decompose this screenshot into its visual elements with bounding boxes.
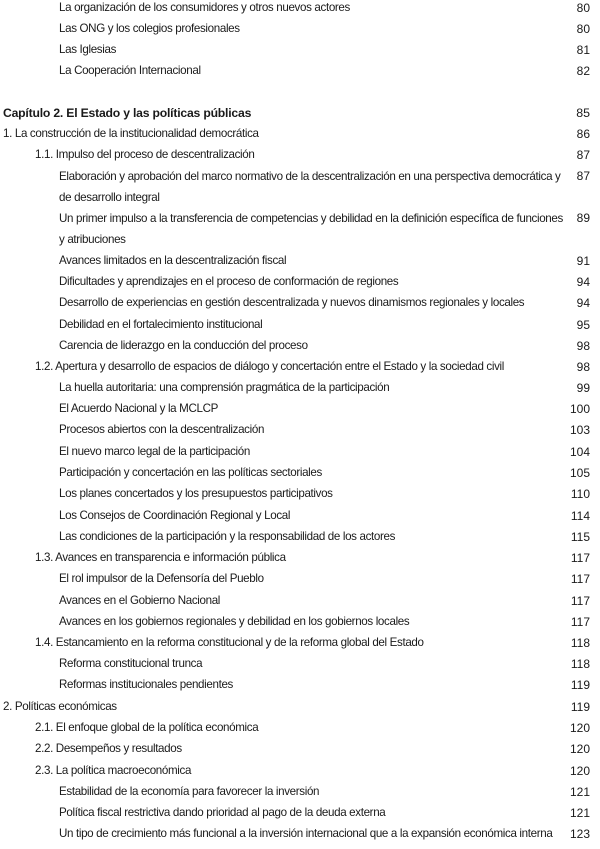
toc-entry-page: 99 <box>576 381 590 395</box>
toc-entry-page: 91 <box>576 254 590 268</box>
toc-entry-page: 114 <box>570 509 590 523</box>
toc-entry-text: 1.2. Apertura y desarrollo de espacios de diálogo y concertación entre el Estado y la sociedad civil <box>35 360 504 373</box>
toc-entry-text: Reformas institucionales pendientes <box>59 678 233 691</box>
toc-entry-text: 2. Políticas económicas <box>3 700 117 713</box>
toc-entry-text: Dificultades y aprendizajes en el proceso de conformación de regiones <box>59 275 399 288</box>
toc-entry-text: El nuevo marco legal de la participación <box>59 445 250 458</box>
toc-entry-text: 1. La construcción de la institucionalidad democrática <box>3 127 259 140</box>
toc-entry-text: 1.1. Impulso del proceso de descentralización <box>35 148 255 161</box>
toc-entry-page: 105 <box>569 466 590 480</box>
toc-entry-page: 98 <box>576 360 590 374</box>
toc-entry-text: 2.3. La política macroeconómica <box>35 764 192 777</box>
toc-entry-text: 1.3. Avances en transparencia e información pública <box>35 551 286 564</box>
toc-entry-page: 115 <box>570 530 590 544</box>
toc-entry-page: 119 <box>570 700 590 714</box>
toc-entry-page: 104 <box>569 445 590 459</box>
toc-entry-page: 81 <box>576 43 590 57</box>
toc-entry-page: 103 <box>569 423 590 437</box>
toc-entry-text: Avances en los gobiernos regionales y debilidad en los gobiernos locales <box>59 615 410 628</box>
toc-entry-page: 120 <box>569 764 590 778</box>
toc-entry-page: 120 <box>569 742 590 756</box>
toc-entry-text: Las Iglesias <box>59 43 117 56</box>
toc-entry-page: 95 <box>576 318 590 332</box>
toc-entry-page: 117 <box>570 594 590 608</box>
toc-entry-text: Un primer impulso a la transferencia de competencias y debilidad en la definición específica de funciones y atribuciones <box>59 212 563 246</box>
toc-entry-text: Procesos abiertos con la descentralización <box>59 423 265 436</box>
toc-entry-text: Elaboración y aprobación del marco normativo de la descentralización en una perspectiva democrática y de desarrollo integral <box>59 170 561 204</box>
toc-entry-page: 87 <box>576 148 590 162</box>
toc-entry-page: 119 <box>570 678 590 692</box>
toc-entry-page: 117 <box>570 615 590 629</box>
toc-entry-page: 80 <box>576 1 590 15</box>
toc-entry-page: 87 <box>576 169 590 183</box>
toc-entry-text: Debilidad en el fortalecimiento institucional <box>59 318 263 331</box>
toc-entry-page: 94 <box>576 275 590 289</box>
toc-entry-text: El rol impulsor de la Defensoría del Pueblo <box>59 572 264 585</box>
toc-entry-text: Avances en el Gobierno Nacional <box>59 594 221 607</box>
toc-entry-page: 85 <box>576 106 590 120</box>
toc-entry-text: Capítulo 2. El Estado y las políticas públicas <box>3 106 252 120</box>
toc-entry-text: Las condiciones de la participación y la responsabilidad de los actores <box>59 530 396 543</box>
toc-entry-page: 121 <box>569 806 590 820</box>
toc-entry-page: 120 <box>569 721 590 735</box>
toc-entry-page: 121 <box>569 785 590 799</box>
toc-entry-text: 1.4. Estancamiento en la reforma constitucional y de la reforma global del Estado <box>35 636 424 649</box>
toc-entry-page: 110 <box>570 487 590 501</box>
toc-entry-text: Avances limitados en la descentralización fiscal <box>59 254 287 267</box>
toc-entry-text: Las ONG y los colegios profesionales <box>59 22 240 35</box>
toc-entry-text: Desarrollo de experiencias en gestión descentralizada y nuevos dinamismos regionales y locales <box>59 296 525 309</box>
toc-entry-text: Carencia de liderazgo en la conducción del proceso <box>59 339 308 352</box>
toc-entry-text: Los Consejos de Coordinación Regional y Local <box>59 509 291 522</box>
toc-entry-page: 118 <box>570 657 590 671</box>
toc-entry-page: 80 <box>576 22 590 36</box>
toc-entry-page: 86 <box>576 127 590 141</box>
toc-entry-text: 2.1. El enfoque global de la política económica <box>35 721 259 734</box>
toc-entry-page: 82 <box>576 64 590 78</box>
toc-entry-page: 117 <box>570 572 590 586</box>
toc-entry-text: Reforma constitucional trunca <box>59 657 203 670</box>
toc-entry-text: La organización de los consumidores y otros nuevos actores <box>59 1 350 14</box>
toc-entry-text: Los planes concertados y los presupuestos participativos <box>59 487 333 500</box>
toc-entry-text: Un tipo de crecimiento más funcional a la inversión internacional que a la expansión económica interna <box>59 827 553 840</box>
toc-entry-text: Participación y concertación en las políticas sectoriales <box>59 466 322 479</box>
toc-entry-text: Estabilidad de la economía para favorecer la inversión <box>59 785 320 798</box>
toc-entry-text: El Acuerdo Nacional y la MCLCP <box>59 402 218 415</box>
toc-entry-text: La huella autoritaria: una comprensión pragmática de la participación <box>59 381 390 394</box>
toc-entry-text: 2.2. Desempeños y resultados <box>35 742 182 755</box>
toc-entry-page: 123 <box>569 827 590 841</box>
toc-entry-page: 117 <box>570 551 590 565</box>
toc-entry-page: 89 <box>576 211 590 225</box>
toc-entry-page: 94 <box>576 296 590 310</box>
toc-entry-page: 100 <box>569 402 590 416</box>
toc-entry-text: Política fiscal restrictiva dando prioridad al pago de la deuda externa <box>59 806 386 819</box>
toc-entry-page: 98 <box>576 339 590 353</box>
toc-entry-text: La Cooperación Internacional <box>59 64 201 77</box>
toc-entry-page: 118 <box>570 636 590 650</box>
